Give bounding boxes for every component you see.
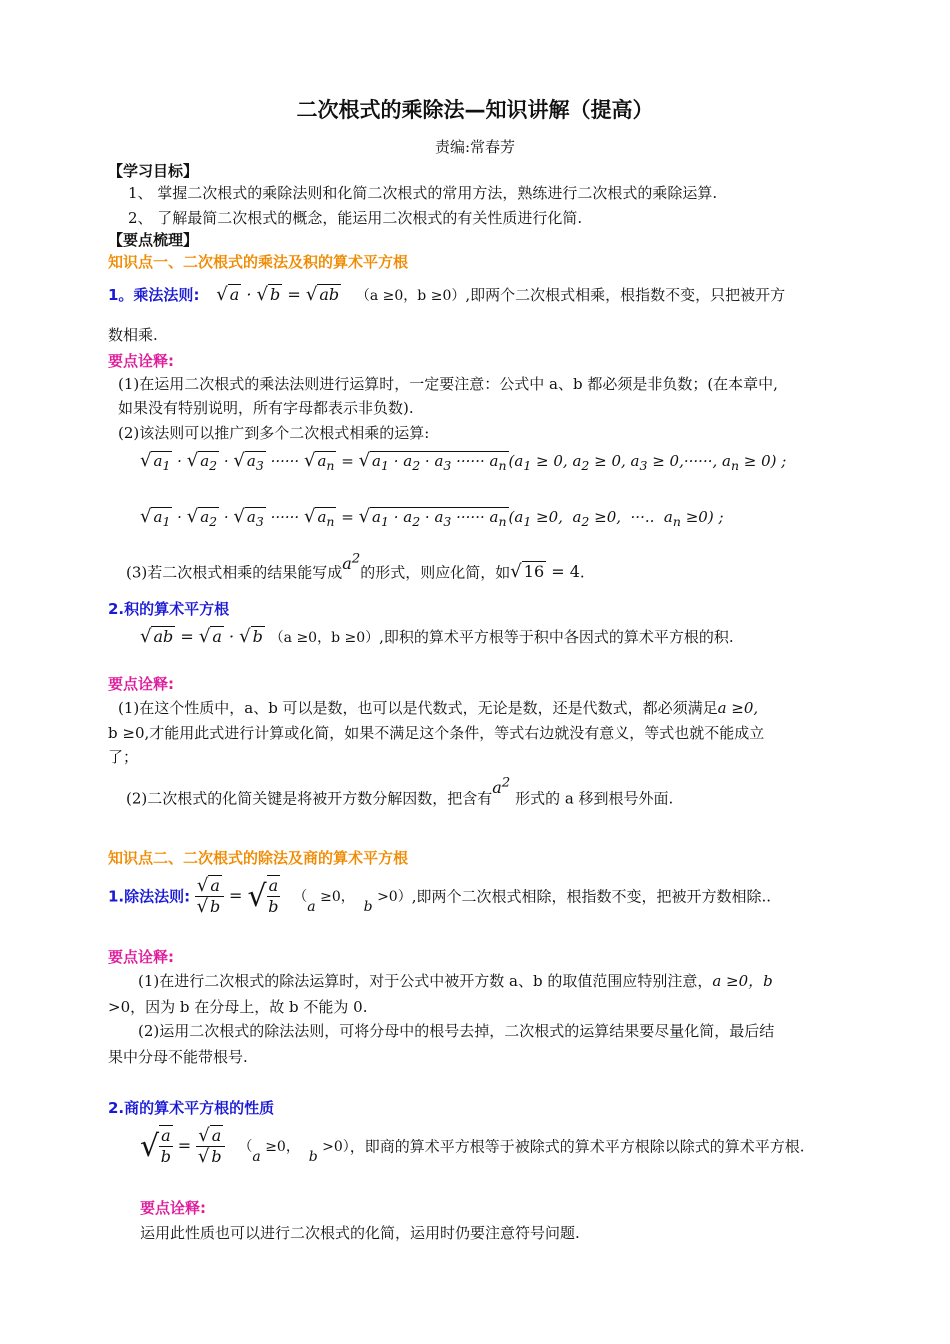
kp2-note2b: 果中分母不能带根号. — [108, 1048, 248, 1066]
quotient-sqrt-formula: √ $\frac{a}{b}$ = $\frac{√ a}{√ b}$ — [140, 1136, 230, 1155]
kp1-rule2-cond: （a ≥0，b ≥0） — [269, 630, 380, 646]
general-formula-2: √ $a_1$ · √ $a_2$ · √ $a_3$ ······ √ $a_n$ = √ $a_1 \cdot a_2 \cdot a_3$ ······ $a_n$ ($a_1 \ge 0$, $a_2 \ge 0$, ···.. $a_n \ge 0$) ; — [140, 506, 724, 529]
kp1-note2-label: 要点诠释: — [108, 675, 174, 693]
kp1-n2-1a-tail: a ≥0, — [717, 699, 759, 717]
kp1-title: 知识点一、二次根式的乘法及积的算术平方根 — [108, 253, 409, 271]
mult-formula: √ a · √ b = √ ab — [216, 284, 340, 305]
editor-credit: 责编:常春芳 — [434, 138, 516, 156]
kp1-rule1-cond: （a ≥0，b ≥0） — [355, 288, 466, 304]
kp1-rule2 — [140, 626, 734, 647]
kp1-rule1-label: 1。乘法法则: — [108, 286, 200, 304]
kp2-rule2-cond: （a ≥0， b >0） — [238, 1139, 350, 1165]
kp2-note1-text: (1)在进行二次根式的除法运算时，对于公式中被开方数 a、b 的取值范围应特别注意， — [138, 972, 713, 990]
kp2-title: 知识点二、二次根式的除法及商的算术平方根 — [108, 849, 409, 867]
kp1-n2-1b: b ≥0,才能用此式进行计算或化简，如果不满足这个条件，等式右边就没有意义，等式也就不能成立 — [108, 724, 765, 742]
kp1-note3: (3)若二次根式相乘的结果能写成$a^2$的形式，则应化简，如√ 16 = 4. — [126, 552, 585, 583]
kp1-n2-2 — [126, 776, 674, 808]
kp1-rule1 — [108, 284, 785, 305]
a-squared-2: $a^2$ — [492, 776, 511, 798]
kp2-note1 — [138, 970, 773, 991]
kp1-n2-2b: 形式的 a 移到根号外面. — [515, 789, 674, 808]
kp2-rule2-text: ，即商的算术平方根等于被除式的算术平方根除以除式的算术平方根. — [349, 1137, 805, 1156]
kp1-n2-1a — [118, 697, 758, 718]
kp2-note-label: 要点诠释: — [108, 948, 174, 966]
kp1-rule2-text: ,即积的算术平方根等于积中各因式的算术平方根的积. — [379, 628, 734, 646]
kp1-note3-a: (3)若二次根式相乘的结果能写成 — [126, 563, 343, 582]
kp1-rule1-text: ,即两个二次根式相乘，根指数不变，只把被开方 — [465, 286, 786, 304]
kp2-note2-text: 运用此性质也可以进行二次根式的化简，运用时仍要注意符号问题. — [140, 1224, 580, 1242]
kp2-note2: (2)运用二次根式的除法法则，可将分母中的根号去掉，二次根式的运算结果要尽量化简，最后结 — [138, 1022, 775, 1040]
kp2-rule1-label: 1.除法法则: — [108, 887, 191, 906]
sqrt16-example: √ 16 = 4 — [510, 561, 580, 583]
product-sqrt-formula: √ ab = √ a · √ b — [140, 626, 263, 647]
kp1-note1: (1)在运用二次根式的乘法法则进行运算时，一定要注意：公式中 a、b 都必须是非负数；(在本章中, — [118, 375, 778, 393]
kp1-note1b: 如果没有特别说明，所有字母都表示非负数). — [118, 399, 414, 417]
kp2-note1b: >0，因为 b 在分母上，故 b 不能为 0. — [108, 998, 368, 1016]
kp2-rule1 — [108, 875, 771, 917]
kp1-n2-1a-text: (1)在这个性质中，a、b 可以是数，也可以是代数式，无论是数，还是代数式，都必须满足 — [118, 699, 718, 717]
kp2-rule2 — [140, 1125, 805, 1167]
division-formula: $\frac{√ a}{√ b}$ = √ $\frac{a}{b}$ — [196, 874, 279, 917]
goal-item: 2、 了解最简二次根式的概念，能运用二次根式的有关性质进行化简. — [128, 209, 583, 227]
kp1-rule2-label: 2.积的算术平方根 — [108, 600, 230, 618]
kp2-rule2-label: 2.商的算术平方根的性质 — [108, 1099, 275, 1117]
kp1-rule1-text2: 数相乘. — [108, 326, 158, 344]
kp1-n2-2a: (2)二次根式的化简关键是将被开方数分解因数，把含有 — [126, 789, 493, 808]
kp1-n2-1c: 了； — [108, 748, 139, 766]
a-squared: $a^2$ — [342, 552, 361, 574]
goals-header: 【学习目标】 — [108, 162, 199, 180]
kp2-rule1-cond: （a ≥0， b >0） — [293, 889, 412, 915]
kp1-note3-b: 的形式，则应化简，如 — [360, 563, 511, 582]
outline-header: 【要点梳理】 — [108, 231, 199, 249]
kp1-note2: (2)该法则可以推广到多个二次根式相乘的运算: — [118, 424, 430, 442]
kp1-note-label: 要点诠释: — [108, 352, 174, 370]
kp2-note1-tail: a ≥0，b — [712, 972, 773, 990]
kp2-rule1-text: ,即两个二次根式相除，根指数不变，把被开方数相除.. — [411, 887, 772, 906]
kp2-note2-label: 要点诠释: — [140, 1199, 206, 1217]
general-formula-1: √ $a_1$ · √ $a_2$ · √ $a_3$ ······ √ $a_n$ = √ $a_1 \cdot a_2 \cdot a_3$ ······ $a_n$ ($a_1 \ge 0$, $a_2 \ge 0$, $a_3 \ge 0,\cdot\cdot\cdot\cdot\cdot\cdot$, $a_n \ge 0$) ; — [140, 450, 787, 473]
goal-item: 1、 掌握二次根式的乘除法则和化简二次根式的常用方法，熟练进行二次根式的乘除运算. — [128, 184, 718, 202]
page-title: 二次根式的乘除法—知识讲解（提高） — [296, 98, 654, 122]
